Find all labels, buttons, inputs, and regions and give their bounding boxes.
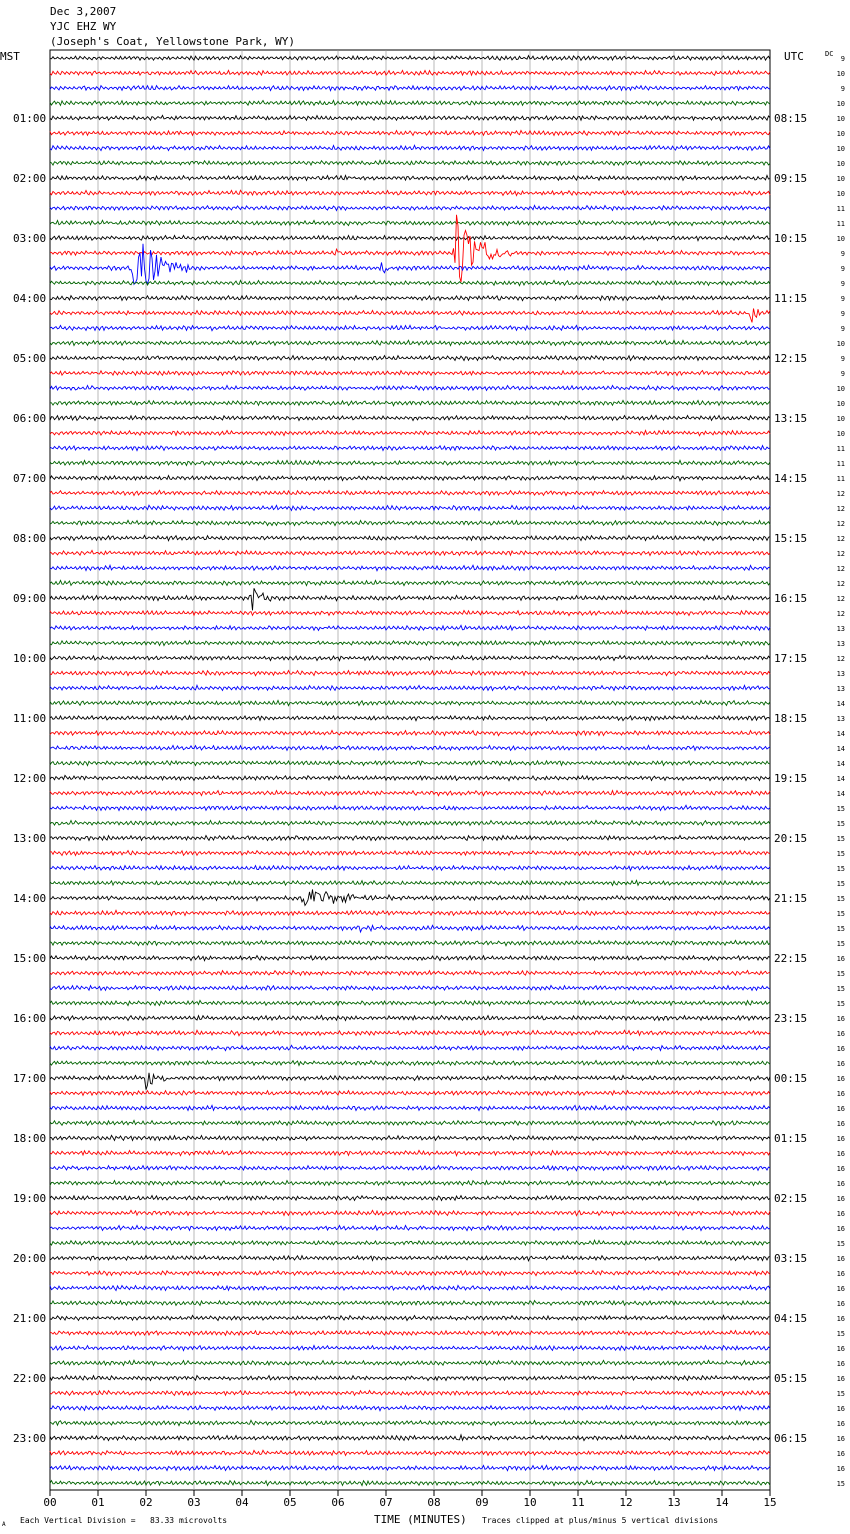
right-hour-label: 16:15 bbox=[774, 592, 808, 605]
dc-offset-label: 10 bbox=[836, 145, 845, 153]
seismic-trace bbox=[50, 1435, 770, 1441]
seismic-trace bbox=[50, 1420, 770, 1425]
seismic-trace bbox=[50, 446, 770, 451]
seismic-trace bbox=[50, 1061, 770, 1066]
dc-offset-label: 9 bbox=[840, 55, 845, 63]
seismic-trace bbox=[50, 1120, 770, 1125]
seismic-trace bbox=[50, 940, 770, 945]
seismic-trace bbox=[50, 716, 770, 721]
dc-offset-label: 16 bbox=[836, 1435, 845, 1443]
dc-offset-label: 16 bbox=[836, 1015, 845, 1023]
dc-offset-label: 16 bbox=[836, 1135, 845, 1143]
dc-offset-label: 16 bbox=[836, 1030, 845, 1038]
x-axis-title: TIME (MINUTES) bbox=[374, 1513, 467, 1526]
dc-offset-label: 9 bbox=[840, 280, 845, 288]
dc-offset-label: 15 bbox=[836, 1000, 845, 1008]
seismic-trace bbox=[50, 1360, 770, 1365]
seismic-trace bbox=[50, 1045, 770, 1050]
dc-offset-label: 13 bbox=[836, 715, 845, 723]
seismic-trace bbox=[50, 625, 770, 630]
right-hour-labels bbox=[774, 112, 807, 1445]
dc-offset-label: 15 bbox=[836, 835, 845, 843]
station-code: YJC EHZ WY bbox=[50, 20, 117, 33]
dc-offset-label: 12 bbox=[836, 505, 845, 513]
seismic-trace bbox=[50, 325, 770, 330]
seismic-trace bbox=[50, 1465, 770, 1470]
seismic-trace bbox=[50, 611, 770, 616]
seismic-trace bbox=[50, 805, 770, 810]
seismic-trace bbox=[50, 1000, 770, 1005]
dc-offset-label: 16 bbox=[836, 1150, 845, 1158]
seismic-trace bbox=[50, 761, 770, 766]
seismic-trace bbox=[50, 880, 770, 885]
seismic-trace bbox=[50, 190, 770, 195]
left-hour-label: 04:00 bbox=[13, 292, 47, 305]
dc-offset-label: 16 bbox=[836, 1165, 845, 1173]
right-hour-label: 04:15 bbox=[774, 1312, 808, 1325]
dc-offset-label: 15 bbox=[836, 1480, 845, 1488]
dc-offset-label: 10 bbox=[836, 340, 845, 348]
x-axis bbox=[43, 1490, 776, 1509]
dc-offset-label: 10 bbox=[836, 175, 845, 183]
left-hour-label: 05:00 bbox=[13, 352, 47, 365]
seismic-trace bbox=[50, 1391, 770, 1396]
left-hour-label: 15:00 bbox=[13, 952, 47, 965]
left-hour-label: 17:00 bbox=[13, 1072, 47, 1085]
dc-offset-label: 16 bbox=[836, 1300, 845, 1308]
dc-offset-label: 10 bbox=[836, 415, 845, 423]
right-hour-label: 05:15 bbox=[774, 1372, 808, 1385]
dc-offset-label: 16 bbox=[836, 1315, 845, 1323]
right-timezone-label: UTC bbox=[784, 50, 804, 63]
left-hour-labels bbox=[13, 112, 46, 1445]
seismic-trace bbox=[50, 1240, 770, 1245]
dc-offset-label: 16 bbox=[836, 1420, 845, 1428]
dc-offset-label: 15 bbox=[836, 910, 845, 918]
seismic-trace bbox=[50, 476, 770, 481]
x-tick-label: 15 bbox=[763, 1496, 777, 1509]
x-tick-label: 13 bbox=[667, 1496, 681, 1509]
seismic-trace bbox=[50, 775, 770, 780]
left-hour-label: 03:00 bbox=[13, 232, 47, 245]
x-tick-label: 10 bbox=[523, 1496, 537, 1509]
x-tick-label: 04 bbox=[235, 1496, 249, 1509]
seismic-trace bbox=[50, 889, 770, 905]
left-hour-label: 10:00 bbox=[13, 652, 47, 665]
x-tick-label: 14 bbox=[715, 1496, 729, 1509]
seismic-trace bbox=[50, 505, 770, 510]
right-hour-label: 13:15 bbox=[774, 412, 808, 425]
dc-offset-label: 16 bbox=[836, 1465, 845, 1473]
dc-offset-label: 11 bbox=[836, 205, 845, 213]
dc-offset-label: 12 bbox=[836, 565, 845, 573]
dc-offset-label: 16 bbox=[836, 1105, 845, 1113]
left-hour-label: 16:00 bbox=[13, 1012, 47, 1025]
seismic-trace bbox=[50, 925, 770, 932]
left-hour-label: 12:00 bbox=[13, 772, 47, 785]
right-hour-label: 18:15 bbox=[774, 712, 808, 725]
left-timezone-label: MST bbox=[0, 50, 20, 63]
dc-offset-label: 16 bbox=[836, 1375, 845, 1383]
left-hour-label: 23:00 bbox=[13, 1432, 47, 1445]
seismic-trace bbox=[50, 670, 770, 675]
x-tick-label: 01 bbox=[91, 1496, 105, 1509]
dc-offset-label: 10 bbox=[836, 130, 845, 138]
seismic-trace bbox=[50, 86, 770, 91]
dc-offset-label: 11 bbox=[836, 445, 845, 453]
seismic-trace bbox=[50, 1073, 770, 1090]
right-hour-label: 15:15 bbox=[774, 532, 808, 545]
dc-offset-label: 12 bbox=[836, 550, 845, 558]
seismic-trace bbox=[50, 490, 770, 495]
seismic-trace bbox=[50, 565, 770, 570]
dc-offset-label: 14 bbox=[836, 730, 845, 738]
dc-offset-label: 10 bbox=[836, 100, 845, 108]
seismic-trace bbox=[50, 131, 770, 136]
right-hour-label: 08:15 bbox=[774, 112, 808, 125]
dc-offset-label: 16 bbox=[836, 1120, 845, 1128]
dc-offset-label: 9 bbox=[840, 85, 845, 93]
dc-offset-label: 15 bbox=[836, 805, 845, 813]
dc-offset-label: 15 bbox=[836, 970, 845, 978]
dc-offset-label: 15 bbox=[836, 985, 845, 993]
seismic-trace bbox=[50, 70, 770, 75]
seismic-trace bbox=[50, 309, 770, 323]
dc-offset-label: 13 bbox=[836, 685, 845, 693]
right-hour-label: 10:15 bbox=[774, 232, 808, 245]
seismic-trace bbox=[50, 1406, 770, 1411]
seismic-trace bbox=[50, 520, 770, 525]
dc-offset-label: 15 bbox=[836, 850, 845, 858]
right-hour-label: 20:15 bbox=[774, 832, 808, 845]
dc-offset-label: 16 bbox=[836, 955, 845, 963]
x-tick-label: 11 bbox=[571, 1496, 585, 1509]
seismic-trace bbox=[50, 1181, 770, 1186]
dc-offset-label: 16 bbox=[836, 1090, 845, 1098]
dc-offset-label: 15 bbox=[836, 1390, 845, 1398]
dc-offset-label: 10 bbox=[836, 385, 845, 393]
dc-offset-label: 16 bbox=[836, 1225, 845, 1233]
dc-offset-label: 11 bbox=[836, 475, 845, 483]
right-hour-label: 11:15 bbox=[774, 292, 808, 305]
seismic-trace bbox=[50, 1286, 770, 1291]
seismic-trace bbox=[50, 700, 770, 705]
seismic-trace bbox=[50, 1481, 770, 1486]
seismic-trace bbox=[50, 1376, 770, 1381]
dc-offset-label: 15 bbox=[836, 880, 845, 888]
seismic-trace bbox=[50, 386, 770, 391]
right-hour-label: 21:15 bbox=[774, 892, 808, 905]
minute-grid bbox=[50, 50, 770, 1490]
dc-offset-label: 16 bbox=[836, 1450, 845, 1458]
seismic-trace bbox=[50, 791, 770, 796]
dc-offset-label: 10 bbox=[836, 430, 845, 438]
corner-mark: A bbox=[2, 1521, 6, 1528]
left-hour-label: 21:00 bbox=[13, 1312, 47, 1325]
seismic-trace bbox=[50, 1166, 770, 1171]
seismic-trace bbox=[50, 746, 770, 751]
seismic-trace bbox=[50, 220, 770, 225]
dc-offset-label: 16 bbox=[836, 1285, 845, 1293]
dc-offset-label: 16 bbox=[836, 1345, 845, 1353]
dc-offset-label: 16 bbox=[836, 1075, 845, 1083]
seismic-trace bbox=[50, 400, 770, 405]
dc-offset-label: 16 bbox=[836, 1270, 845, 1278]
dc-offset-header: DC bbox=[825, 50, 834, 58]
scale-note: Each Vertical Division = 83.33 microvolts bbox=[20, 1516, 228, 1525]
plot-date: Dec 3,2007 bbox=[50, 5, 117, 18]
dc-offset-label: 10 bbox=[836, 70, 845, 78]
seismic-trace bbox=[50, 175, 770, 180]
seismic-trace bbox=[50, 1105, 770, 1110]
dc-offset-label: 15 bbox=[836, 925, 845, 933]
seismic-trace bbox=[50, 244, 770, 284]
seismic-trace bbox=[50, 535, 770, 540]
seismic-trace bbox=[50, 971, 770, 976]
right-hour-label: 02:15 bbox=[774, 1192, 808, 1205]
seismic-trace bbox=[50, 1016, 770, 1021]
right-hour-label: 01:15 bbox=[774, 1132, 808, 1145]
seismic-trace bbox=[50, 956, 770, 961]
dc-offset-label: 12 bbox=[836, 610, 845, 618]
right-hour-label: 12:15 bbox=[774, 352, 808, 365]
dc-offset-label: 14 bbox=[836, 700, 845, 708]
x-tick-label: 12 bbox=[619, 1496, 633, 1509]
x-tick-label: 09 bbox=[475, 1496, 489, 1509]
seismic-trace bbox=[50, 1300, 770, 1305]
right-hour-label: 06:15 bbox=[774, 1432, 808, 1445]
dc-offset-label: 14 bbox=[836, 790, 845, 798]
x-tick-label: 00 bbox=[43, 1496, 57, 1509]
x-tick-label: 06 bbox=[331, 1496, 345, 1509]
seismic-trace bbox=[50, 1030, 770, 1035]
dc-offset-label: 9 bbox=[840, 355, 845, 363]
dc-offset-label: 11 bbox=[836, 460, 845, 468]
seismic-traces bbox=[50, 56, 770, 1486]
right-hour-label: 19:15 bbox=[774, 772, 808, 785]
dc-offset-label: 13 bbox=[836, 670, 845, 678]
seismic-trace bbox=[50, 1210, 770, 1215]
seismic-trace bbox=[50, 986, 770, 991]
dc-offset-label: 15 bbox=[836, 865, 845, 873]
seismic-trace bbox=[50, 836, 770, 841]
seismic-trace bbox=[50, 145, 770, 150]
right-hour-label: 03:15 bbox=[774, 1252, 808, 1265]
dc-offset-label: 9 bbox=[840, 265, 845, 273]
seismic-trace bbox=[50, 115, 770, 120]
seismic-trace bbox=[50, 371, 770, 376]
left-hour-label: 19:00 bbox=[13, 1192, 47, 1205]
dc-offset-label: 16 bbox=[836, 1195, 845, 1203]
left-hour-label: 22:00 bbox=[13, 1372, 47, 1385]
seismic-trace bbox=[50, 1450, 770, 1455]
dc-offset-label: 16 bbox=[836, 1360, 845, 1368]
left-hour-label: 14:00 bbox=[13, 892, 47, 905]
left-hour-label: 07:00 bbox=[13, 472, 47, 485]
dc-offset-label: 10 bbox=[836, 190, 845, 198]
seismic-trace bbox=[50, 56, 770, 61]
seismic-trace bbox=[50, 100, 770, 105]
dc-offset-label: 9 bbox=[840, 250, 845, 258]
seismic-trace bbox=[50, 356, 770, 361]
left-hour-label: 02:00 bbox=[13, 172, 47, 185]
left-hour-label: 18:00 bbox=[13, 1132, 47, 1145]
seismic-trace bbox=[50, 641, 770, 646]
left-hour-label: 09:00 bbox=[13, 592, 47, 605]
seismic-trace bbox=[50, 731, 770, 736]
x-tick-label: 02 bbox=[139, 1496, 153, 1509]
seismic-trace bbox=[50, 656, 770, 661]
right-hour-label: 14:15 bbox=[774, 472, 808, 485]
seismic-trace bbox=[50, 910, 770, 915]
right-hour-label: 09:15 bbox=[774, 172, 808, 185]
dc-offset-label: 12 bbox=[836, 655, 845, 663]
seismic-trace bbox=[50, 1271, 770, 1276]
seismic-trace bbox=[50, 460, 770, 465]
dc-offset-label: 12 bbox=[836, 535, 845, 543]
left-hour-label: 01:00 bbox=[13, 112, 47, 125]
seismic-trace bbox=[50, 851, 770, 856]
dc-offset-label: 12 bbox=[836, 490, 845, 498]
station-location: (Joseph's Coat, Yellowstone Park, WY) bbox=[50, 35, 296, 48]
seismic-trace bbox=[50, 588, 770, 610]
dc-offset-label: 15 bbox=[836, 1330, 845, 1338]
dc-offset-label: 16 bbox=[836, 1060, 845, 1068]
seismic-trace bbox=[50, 416, 770, 421]
seismic-trace bbox=[50, 1150, 770, 1155]
dc-offset-label: 16 bbox=[836, 1180, 845, 1188]
x-tick-label: 05 bbox=[283, 1496, 297, 1509]
dc-offset-label: 14 bbox=[836, 760, 845, 768]
dc-offset-label: 15 bbox=[836, 940, 845, 948]
dc-offset-label: 16 bbox=[836, 1210, 845, 1218]
dc-offset-label: 13 bbox=[836, 640, 845, 648]
dc-offset-label: 9 bbox=[840, 370, 845, 378]
x-tick-label: 07 bbox=[379, 1496, 393, 1509]
dc-offset-label: 9 bbox=[840, 310, 845, 318]
dc-offset-label: 16 bbox=[836, 1045, 845, 1053]
right-hour-label: 22:15 bbox=[774, 952, 808, 965]
dc-offset-label: 12 bbox=[836, 580, 845, 588]
right-hour-label: 00:15 bbox=[774, 1072, 808, 1085]
seismic-trace bbox=[50, 1091, 770, 1096]
seismic-trace bbox=[50, 1315, 770, 1320]
dc-offset-labels bbox=[837, 55, 845, 1488]
seismic-trace bbox=[50, 550, 770, 555]
left-hour-label: 08:00 bbox=[13, 532, 47, 545]
seismic-trace bbox=[50, 205, 770, 210]
seismic-trace bbox=[50, 160, 770, 165]
seismic-trace bbox=[50, 1346, 770, 1351]
right-hour-label: 23:15 bbox=[774, 1012, 808, 1025]
dc-offset-label: 15 bbox=[836, 820, 845, 828]
dc-offset-label: 15 bbox=[836, 895, 845, 903]
seismic-trace bbox=[50, 1331, 770, 1336]
dc-offset-label: 12 bbox=[836, 595, 845, 603]
seismic-trace bbox=[50, 280, 770, 285]
dc-offset-label: 10 bbox=[836, 115, 845, 123]
left-hour-label: 20:00 bbox=[13, 1252, 47, 1265]
seismic-trace bbox=[50, 1196, 770, 1201]
left-hour-label: 06:00 bbox=[13, 412, 47, 425]
seismic-trace bbox=[50, 431, 770, 436]
plot-frame bbox=[50, 50, 770, 1490]
seismic-trace bbox=[50, 866, 770, 871]
seismic-trace bbox=[50, 1135, 770, 1140]
seismic-trace bbox=[50, 580, 770, 585]
seismic-trace bbox=[50, 820, 770, 825]
dc-offset-label: 9 bbox=[840, 295, 845, 303]
dc-offset-label: 10 bbox=[836, 160, 845, 168]
dc-offset-label: 12 bbox=[836, 520, 845, 528]
left-hour-label: 13:00 bbox=[13, 832, 47, 845]
seismic-trace bbox=[50, 340, 770, 345]
seismic-trace bbox=[50, 296, 770, 301]
dc-offset-label: 14 bbox=[836, 745, 845, 753]
dc-offset-label: 15 bbox=[836, 1240, 845, 1248]
clip-note: Traces clipped at plus/minus 5 vertical divisions bbox=[482, 1516, 719, 1525]
dc-offset-label: 11 bbox=[836, 220, 845, 228]
dc-offset-label: 14 bbox=[836, 775, 845, 783]
dc-offset-label: 13 bbox=[836, 625, 845, 633]
left-hour-label: 11:00 bbox=[13, 712, 47, 725]
x-tick-label: 08 bbox=[427, 1496, 441, 1509]
right-hour-label: 17:15 bbox=[774, 652, 808, 665]
seismic-trace bbox=[50, 685, 770, 690]
seismic-trace bbox=[50, 236, 770, 241]
dc-offset-label: 10 bbox=[836, 400, 845, 408]
dc-offset-label: 16 bbox=[836, 1255, 845, 1263]
dc-offset-label: 9 bbox=[840, 325, 845, 333]
dc-offset-label: 16 bbox=[836, 1405, 845, 1413]
seismic-trace bbox=[50, 1226, 770, 1231]
dc-offset-label: 10 bbox=[836, 235, 845, 243]
x-tick-label: 03 bbox=[187, 1496, 201, 1509]
seismic-trace bbox=[50, 1256, 770, 1261]
